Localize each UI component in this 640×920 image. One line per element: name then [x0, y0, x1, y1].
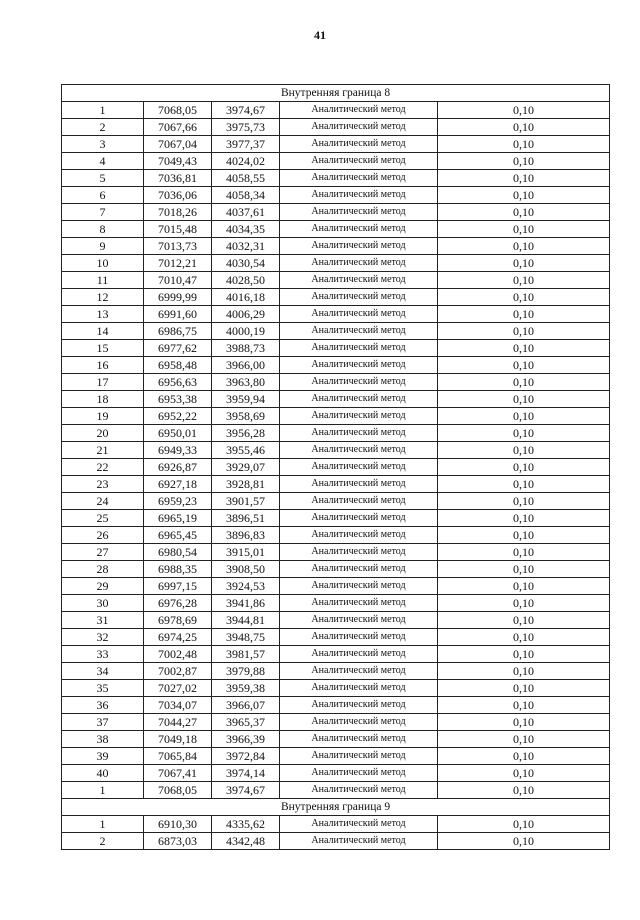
- table-row: [62, 289, 610, 306]
- point-number-cell: 18: [62, 391, 144, 408]
- error-cell: 0,10: [438, 578, 610, 595]
- x-coordinate-cell: 7049,43: [144, 153, 212, 170]
- point-number-cell: 12: [62, 289, 144, 306]
- y-coordinate-cell: 3924,53: [212, 578, 280, 595]
- method-cell: Аналитический метод: [280, 442, 438, 459]
- table-row: [62, 170, 610, 187]
- table-row: [62, 561, 610, 578]
- error-cell: 0,10: [438, 493, 610, 510]
- point-number-cell: 31: [62, 612, 144, 629]
- y-coordinate-cell: 3901,57: [212, 493, 280, 510]
- x-coordinate-cell: 7018,26: [144, 204, 212, 221]
- y-coordinate-cell: 3896,51: [212, 510, 280, 527]
- y-coordinate-cell: 3958,69: [212, 408, 280, 425]
- point-number-cell: 39: [62, 748, 144, 765]
- y-coordinate-cell: 4000,19: [212, 323, 280, 340]
- y-coordinate-cell: 3929,07: [212, 459, 280, 476]
- method-cell: Аналитический метод: [280, 527, 438, 544]
- table-row: [62, 782, 610, 799]
- error-cell: 0,10: [438, 170, 610, 187]
- y-coordinate-cell: 3908,50: [212, 561, 280, 578]
- point-number-cell: 29: [62, 578, 144, 595]
- error-cell: 0,10: [438, 272, 610, 289]
- table-row: [62, 442, 610, 459]
- method-cell: Аналитический метод: [280, 731, 438, 748]
- error-cell: 0,10: [438, 714, 610, 731]
- point-number-cell: 17: [62, 374, 144, 391]
- y-coordinate-cell: 3974,67: [212, 102, 280, 119]
- point-number-cell: 9: [62, 238, 144, 255]
- x-coordinate-cell: 7036,06: [144, 187, 212, 204]
- method-cell: Аналитический метод: [280, 306, 438, 323]
- error-cell: 0,10: [438, 391, 610, 408]
- table-row: [62, 102, 610, 119]
- point-number-cell: 14: [62, 323, 144, 340]
- table-row: [62, 340, 610, 357]
- table-row: [62, 765, 610, 782]
- error-cell: 0,10: [438, 238, 610, 255]
- error-cell: 0,10: [438, 697, 610, 714]
- x-coordinate-cell: 6949,33: [144, 442, 212, 459]
- x-coordinate-cell: 6986,75: [144, 323, 212, 340]
- point-number-cell: 4: [62, 153, 144, 170]
- method-cell: Аналитический метод: [280, 340, 438, 357]
- table-row: [62, 357, 610, 374]
- table-row: [62, 731, 610, 748]
- error-cell: 0,10: [438, 646, 610, 663]
- point-number-cell: 27: [62, 544, 144, 561]
- error-cell: 0,10: [438, 255, 610, 272]
- error-cell: 0,10: [438, 408, 610, 425]
- y-coordinate-cell: 4058,34: [212, 187, 280, 204]
- method-cell: Аналитический метод: [280, 816, 438, 833]
- x-coordinate-cell: 7013,73: [144, 238, 212, 255]
- y-coordinate-cell: 3979,88: [212, 663, 280, 680]
- y-coordinate-cell: 4024,02: [212, 153, 280, 170]
- method-cell: Аналитический метод: [280, 204, 438, 221]
- x-coordinate-cell: 7010,47: [144, 272, 212, 289]
- table-row: [62, 510, 610, 527]
- error-cell: 0,10: [438, 544, 610, 561]
- method-cell: Аналитический метод: [280, 697, 438, 714]
- point-number-cell: 2: [62, 119, 144, 136]
- y-coordinate-cell: 3965,37: [212, 714, 280, 731]
- error-cell: 0,10: [438, 595, 610, 612]
- table-row: [62, 697, 610, 714]
- y-coordinate-cell: 4335,62: [212, 816, 280, 833]
- point-number-cell: 37: [62, 714, 144, 731]
- point-number-cell: 19: [62, 408, 144, 425]
- coordinates-table: [61, 84, 610, 850]
- table-row: [62, 459, 610, 476]
- error-cell: 0,10: [438, 374, 610, 391]
- y-coordinate-cell: 4058,55: [212, 170, 280, 187]
- error-cell: 0,10: [438, 816, 610, 833]
- x-coordinate-cell: 7027,02: [144, 680, 212, 697]
- x-coordinate-cell: 6958,48: [144, 357, 212, 374]
- coordinates-table-body: [62, 85, 610, 850]
- method-cell: Аналитический метод: [280, 357, 438, 374]
- table-row: [62, 595, 610, 612]
- method-cell: Аналитический метод: [280, 833, 438, 850]
- x-coordinate-cell: 6926,87: [144, 459, 212, 476]
- table-row: [62, 476, 610, 493]
- x-coordinate-cell: 7049,18: [144, 731, 212, 748]
- y-coordinate-cell: 3959,94: [212, 391, 280, 408]
- point-number-cell: 25: [62, 510, 144, 527]
- table-row: [62, 527, 610, 544]
- point-number-cell: 2: [62, 833, 144, 850]
- error-cell: 0,10: [438, 629, 610, 646]
- table-row: [62, 391, 610, 408]
- x-coordinate-cell: 7068,05: [144, 782, 212, 799]
- point-number-cell: 26: [62, 527, 144, 544]
- y-coordinate-cell: 3896,83: [212, 527, 280, 544]
- error-cell: 0,10: [438, 442, 610, 459]
- x-coordinate-cell: 6965,19: [144, 510, 212, 527]
- error-cell: 0,10: [438, 459, 610, 476]
- method-cell: Аналитический метод: [280, 374, 438, 391]
- table-row: [62, 663, 610, 680]
- point-number-cell: 3: [62, 136, 144, 153]
- method-cell: Аналитический метод: [280, 187, 438, 204]
- section-header-row: [62, 85, 610, 102]
- table-row: [62, 408, 610, 425]
- error-cell: 0,10: [438, 425, 610, 442]
- y-coordinate-cell: 3956,28: [212, 425, 280, 442]
- table-row: [62, 680, 610, 697]
- point-number-cell: 23: [62, 476, 144, 493]
- point-number-cell: 30: [62, 595, 144, 612]
- point-number-cell: 33: [62, 646, 144, 663]
- method-cell: Аналитический метод: [280, 629, 438, 646]
- table-row: [62, 238, 610, 255]
- x-coordinate-cell: 6999,99: [144, 289, 212, 306]
- y-coordinate-cell: 4028,50: [212, 272, 280, 289]
- method-cell: Аналитический метод: [280, 714, 438, 731]
- table-row: [62, 204, 610, 221]
- error-cell: 0,10: [438, 119, 610, 136]
- x-coordinate-cell: 7015,48: [144, 221, 212, 238]
- method-cell: Аналитический метод: [280, 272, 438, 289]
- point-number-cell: 15: [62, 340, 144, 357]
- method-cell: Аналитический метод: [280, 221, 438, 238]
- error-cell: 0,10: [438, 476, 610, 493]
- y-coordinate-cell: 3944,81: [212, 612, 280, 629]
- table-row: [62, 119, 610, 136]
- error-cell: 0,10: [438, 561, 610, 578]
- x-coordinate-cell: 6965,45: [144, 527, 212, 544]
- error-cell: 0,10: [438, 306, 610, 323]
- y-coordinate-cell: 4037,61: [212, 204, 280, 221]
- y-coordinate-cell: 3966,00: [212, 357, 280, 374]
- method-cell: Аналитический метод: [280, 476, 438, 493]
- method-cell: Аналитический метод: [280, 595, 438, 612]
- table-row: [62, 748, 610, 765]
- y-coordinate-cell: 4006,29: [212, 306, 280, 323]
- point-number-cell: 13: [62, 306, 144, 323]
- point-number-cell: 32: [62, 629, 144, 646]
- x-coordinate-cell: 6991,60: [144, 306, 212, 323]
- error-cell: 0,10: [438, 340, 610, 357]
- error-cell: 0,10: [438, 323, 610, 340]
- y-coordinate-cell: 3915,01: [212, 544, 280, 561]
- x-coordinate-cell: 7067,41: [144, 765, 212, 782]
- error-cell: 0,10: [438, 612, 610, 629]
- y-coordinate-cell: 3963,80: [212, 374, 280, 391]
- method-cell: Аналитический метод: [280, 391, 438, 408]
- x-coordinate-cell: 7044,27: [144, 714, 212, 731]
- error-cell: 0,10: [438, 663, 610, 680]
- y-coordinate-cell: 3974,14: [212, 765, 280, 782]
- x-coordinate-cell: 7068,05: [144, 102, 212, 119]
- error-cell: 0,10: [438, 680, 610, 697]
- error-cell: 0,10: [438, 765, 610, 782]
- x-coordinate-cell: 6997,15: [144, 578, 212, 595]
- method-cell: Аналитический метод: [280, 408, 438, 425]
- x-coordinate-cell: 6978,69: [144, 612, 212, 629]
- x-coordinate-cell: 6927,18: [144, 476, 212, 493]
- method-cell: Аналитический метод: [280, 255, 438, 272]
- x-coordinate-cell: 6988,35: [144, 561, 212, 578]
- error-cell: 0,10: [438, 527, 610, 544]
- point-number-cell: 21: [62, 442, 144, 459]
- x-coordinate-cell: 6980,54: [144, 544, 212, 561]
- y-coordinate-cell: 3955,46: [212, 442, 280, 459]
- x-coordinate-cell: 6952,22: [144, 408, 212, 425]
- x-coordinate-cell: 6976,28: [144, 595, 212, 612]
- method-cell: Аналитический метод: [280, 782, 438, 799]
- x-coordinate-cell: 6974,25: [144, 629, 212, 646]
- table-row: [62, 833, 610, 850]
- method-cell: Аналитический метод: [280, 425, 438, 442]
- point-number-cell: 1: [62, 102, 144, 119]
- y-coordinate-cell: 3981,57: [212, 646, 280, 663]
- method-cell: Аналитический метод: [280, 748, 438, 765]
- section-title: Внутренняя граница 8: [62, 85, 610, 102]
- error-cell: 0,10: [438, 510, 610, 527]
- table-row: [62, 493, 610, 510]
- x-coordinate-cell: 6873,03: [144, 833, 212, 850]
- y-coordinate-cell: 3977,37: [212, 136, 280, 153]
- point-number-cell: 6: [62, 187, 144, 204]
- y-coordinate-cell: 3959,38: [212, 680, 280, 697]
- point-number-cell: 22: [62, 459, 144, 476]
- x-coordinate-cell: 7034,07: [144, 697, 212, 714]
- table-row: [62, 306, 610, 323]
- section-title: Внутренняя граница 9: [62, 799, 610, 816]
- table-row: [62, 816, 610, 833]
- point-number-cell: 11: [62, 272, 144, 289]
- table-row: [62, 136, 610, 153]
- point-number-cell: 1: [62, 816, 144, 833]
- point-number-cell: 40: [62, 765, 144, 782]
- y-coordinate-cell: 3928,81: [212, 476, 280, 493]
- error-cell: 0,10: [438, 102, 610, 119]
- method-cell: Аналитический метод: [280, 170, 438, 187]
- point-number-cell: 34: [62, 663, 144, 680]
- point-number-cell: 10: [62, 255, 144, 272]
- y-coordinate-cell: 3988,73: [212, 340, 280, 357]
- table-row: [62, 187, 610, 204]
- table-row: [62, 323, 610, 340]
- point-number-cell: 24: [62, 493, 144, 510]
- point-number-cell: 35: [62, 680, 144, 697]
- method-cell: Аналитический метод: [280, 578, 438, 595]
- table-row: [62, 255, 610, 272]
- y-coordinate-cell: 4342,48: [212, 833, 280, 850]
- error-cell: 0,10: [438, 204, 610, 221]
- error-cell: 0,10: [438, 136, 610, 153]
- x-coordinate-cell: 7065,84: [144, 748, 212, 765]
- error-cell: 0,10: [438, 748, 610, 765]
- x-coordinate-cell: 7067,04: [144, 136, 212, 153]
- point-number-cell: 36: [62, 697, 144, 714]
- x-coordinate-cell: 6959,23: [144, 493, 212, 510]
- table-row: [62, 272, 610, 289]
- error-cell: 0,10: [438, 782, 610, 799]
- x-coordinate-cell: 7002,87: [144, 663, 212, 680]
- y-coordinate-cell: 3941,86: [212, 595, 280, 612]
- error-cell: 0,10: [438, 731, 610, 748]
- method-cell: Аналитический метод: [280, 612, 438, 629]
- y-coordinate-cell: 3975,73: [212, 119, 280, 136]
- y-coordinate-cell: 3966,39: [212, 731, 280, 748]
- method-cell: Аналитический метод: [280, 102, 438, 119]
- section-header-row: [62, 799, 610, 816]
- y-coordinate-cell: 4016,18: [212, 289, 280, 306]
- point-number-cell: 1: [62, 782, 144, 799]
- x-coordinate-cell: 7067,66: [144, 119, 212, 136]
- method-cell: Аналитический метод: [280, 544, 438, 561]
- table-row: [62, 612, 610, 629]
- method-cell: Аналитический метод: [280, 646, 438, 663]
- y-coordinate-cell: 3948,75: [212, 629, 280, 646]
- table-row: [62, 714, 610, 731]
- y-coordinate-cell: 4032,31: [212, 238, 280, 255]
- method-cell: Аналитический метод: [280, 289, 438, 306]
- y-coordinate-cell: 3974,67: [212, 782, 280, 799]
- x-coordinate-cell: 6953,38: [144, 391, 212, 408]
- error-cell: 0,10: [438, 833, 610, 850]
- table-row: [62, 153, 610, 170]
- point-number-cell: 38: [62, 731, 144, 748]
- method-cell: Аналитический метод: [280, 663, 438, 680]
- y-coordinate-cell: 3966,07: [212, 697, 280, 714]
- method-cell: Аналитический метод: [280, 323, 438, 340]
- y-coordinate-cell: 4030,54: [212, 255, 280, 272]
- method-cell: Аналитический метод: [280, 119, 438, 136]
- table-row: [62, 646, 610, 663]
- point-number-cell: 5: [62, 170, 144, 187]
- table-row: [62, 544, 610, 561]
- x-coordinate-cell: 7012,21: [144, 255, 212, 272]
- method-cell: Аналитический метод: [280, 238, 438, 255]
- point-number-cell: 8: [62, 221, 144, 238]
- point-number-cell: 28: [62, 561, 144, 578]
- error-cell: 0,10: [438, 221, 610, 238]
- y-coordinate-cell: 4034,35: [212, 221, 280, 238]
- point-number-cell: 16: [62, 357, 144, 374]
- method-cell: Аналитический метод: [280, 561, 438, 578]
- table-row: [62, 629, 610, 646]
- x-coordinate-cell: 6910,30: [144, 816, 212, 833]
- method-cell: Аналитический метод: [280, 765, 438, 782]
- method-cell: Аналитический метод: [280, 153, 438, 170]
- table-row: [62, 221, 610, 238]
- page-number: 41: [314, 28, 326, 42]
- table-row: [62, 425, 610, 442]
- x-coordinate-cell: 6950,01: [144, 425, 212, 442]
- point-number-cell: 20: [62, 425, 144, 442]
- error-cell: 0,10: [438, 289, 610, 306]
- point-number-cell: 7: [62, 204, 144, 221]
- method-cell: Аналитический метод: [280, 680, 438, 697]
- x-coordinate-cell: 6977,62: [144, 340, 212, 357]
- x-coordinate-cell: 6956,63: [144, 374, 212, 391]
- x-coordinate-cell: 7002,48: [144, 646, 212, 663]
- method-cell: Аналитический метод: [280, 510, 438, 527]
- method-cell: Аналитический метод: [280, 136, 438, 153]
- method-cell: Аналитический метод: [280, 493, 438, 510]
- table-row: [62, 374, 610, 391]
- x-coordinate-cell: 7036,81: [144, 170, 212, 187]
- error-cell: 0,10: [438, 187, 610, 204]
- y-coordinate-cell: 3972,84: [212, 748, 280, 765]
- error-cell: 0,10: [438, 153, 610, 170]
- table-row: [62, 578, 610, 595]
- method-cell: Аналитический метод: [280, 459, 438, 476]
- error-cell: 0,10: [438, 357, 610, 374]
